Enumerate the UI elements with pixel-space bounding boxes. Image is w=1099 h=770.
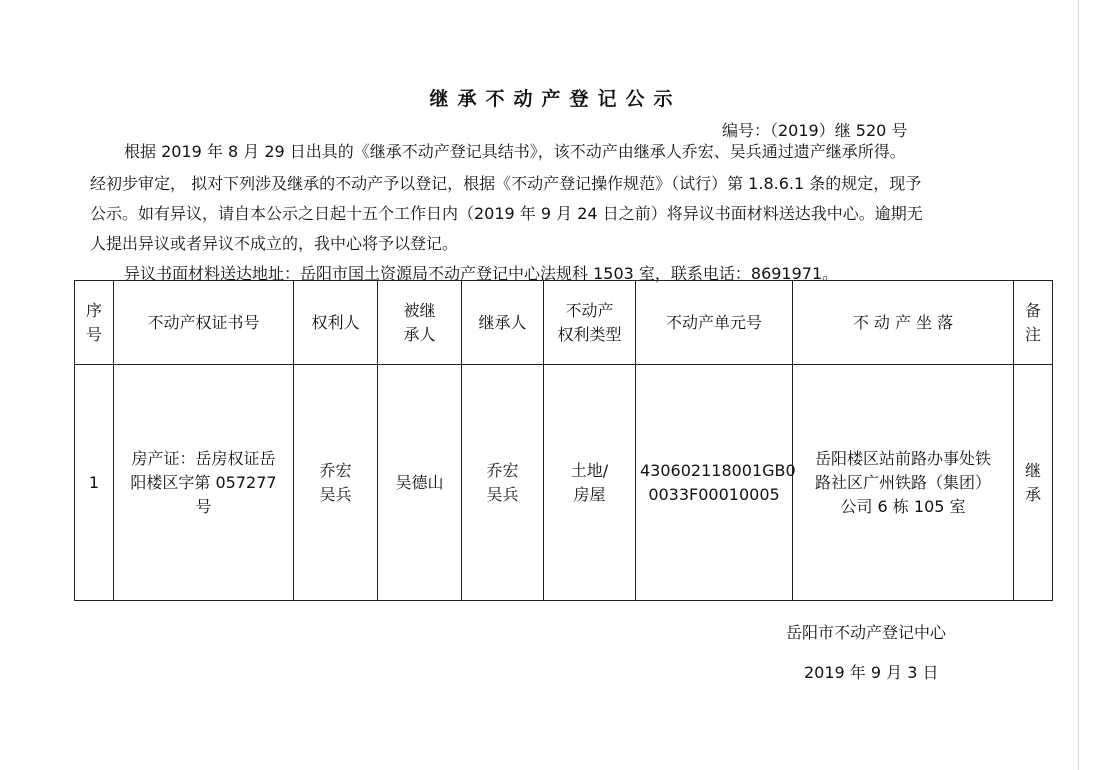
body-line-4: 人提出异议或者异议不成立的，我中心将予以登记。 bbox=[90, 234, 459, 253]
cell-remark bbox=[1014, 365, 1053, 601]
issuer-signature: 岳阳市不动产登记中心 bbox=[786, 623, 947, 642]
body-line-1: 根据 2019 年 8 月 29 日出具的《继承不动产登记具结书》，该不动产由继承人乔宏、吴兵通过遗产继承所得。 bbox=[124, 142, 906, 161]
header-location-line: 不 动 产 坐 落 bbox=[852, 312, 954, 332]
unit-no-line: 430602118001GB0 bbox=[640, 460, 796, 480]
cell-owner bbox=[294, 365, 378, 601]
issue-date: 2019 年 9 月 3 日 bbox=[804, 663, 939, 682]
header-decedent-line: 被继 bbox=[403, 300, 436, 320]
cell-decedent bbox=[378, 365, 462, 601]
cell-heirs bbox=[462, 365, 544, 601]
header-seq-line: 号 bbox=[85, 324, 102, 344]
cert-no-line: 阳楼区字第 057277 bbox=[130, 472, 277, 492]
table-row bbox=[75, 365, 1053, 601]
header-decedent-line: 承人 bbox=[403, 324, 436, 344]
header-cert-no bbox=[114, 281, 294, 365]
cert-no-line: 房产证：岳房权证岳 bbox=[131, 448, 276, 468]
header-owner-line: 权利人 bbox=[311, 312, 360, 332]
header-seq bbox=[75, 281, 114, 365]
header-heirs bbox=[462, 281, 544, 365]
owner-line: 吴兵 bbox=[319, 484, 352, 504]
body-line-3: 公示。如有异议，请自本公示之日起十五个工作日内（2019 年 9 月 24 日之前）将异议书面材料送达我中心。逾期无 bbox=[90, 204, 923, 223]
location-line: 公司 6 栋 105 室 bbox=[840, 496, 966, 516]
header-seq-line: 序 bbox=[85, 300, 102, 320]
header-remark-line: 备 bbox=[1024, 300, 1041, 320]
objection-address-line: 异议书面材料送达地址：岳阳市国土资源局不动产登记中心法规科 1503 室，联系电话：8691971。 bbox=[124, 264, 839, 283]
right-type-line: 土地/ bbox=[570, 460, 609, 480]
document-number: 编号：（2019）继 520 号 bbox=[722, 121, 908, 140]
cell-unit-no bbox=[636, 365, 796, 601]
page-title: 继承不动产登记公示 bbox=[429, 88, 682, 110]
remark-line: 承 bbox=[1024, 484, 1041, 504]
header-remark-line: 注 bbox=[1024, 324, 1041, 344]
header-right-type bbox=[544, 281, 636, 365]
seq-value: 1 bbox=[88, 472, 100, 492]
header-heirs-line: 继承人 bbox=[478, 312, 527, 332]
header-right-type-line: 权利类型 bbox=[557, 324, 622, 344]
header-unit-no bbox=[636, 281, 793, 365]
heir-line: 乔宏 bbox=[486, 460, 519, 480]
table-header-row bbox=[75, 281, 1053, 365]
location-line: 路社区广州铁路（集团） bbox=[814, 472, 991, 492]
header-right-type-line: 不动产 bbox=[565, 300, 614, 320]
header-owner bbox=[294, 281, 378, 365]
header-unit-no-line: 不动产单元号 bbox=[665, 312, 762, 332]
cell-location bbox=[793, 365, 1014, 601]
registration-table bbox=[74, 280, 1053, 601]
remark-line: 继 bbox=[1024, 460, 1041, 480]
header-cert-no-line: 不动产权证书号 bbox=[147, 312, 260, 332]
cell-seq bbox=[75, 365, 114, 601]
cell-cert-no bbox=[114, 365, 294, 601]
cert-no-line: 号 bbox=[195, 496, 212, 516]
owner-line: 乔宏 bbox=[319, 460, 352, 480]
header-decedent bbox=[378, 281, 462, 365]
body-line-2: 经初步审定， 拟对下列涉及继承的不动产予以登记，根据《不动产登记操作规范》（试行）第 1.8.6.1 条的规定，现予 bbox=[90, 174, 922, 193]
header-location bbox=[793, 281, 1014, 365]
decedent-value: 吴德山 bbox=[395, 472, 444, 492]
unit-no-line: 0033F00010005 bbox=[648, 484, 780, 504]
header-remark bbox=[1014, 281, 1053, 365]
right-type-line: 房屋 bbox=[573, 484, 606, 504]
location-line: 岳阳楼区站前路办事处铁 bbox=[814, 448, 991, 468]
cell-right-type bbox=[544, 365, 636, 601]
heir-line: 吴兵 bbox=[486, 484, 519, 504]
scan-edge-line bbox=[1078, 0, 1079, 770]
